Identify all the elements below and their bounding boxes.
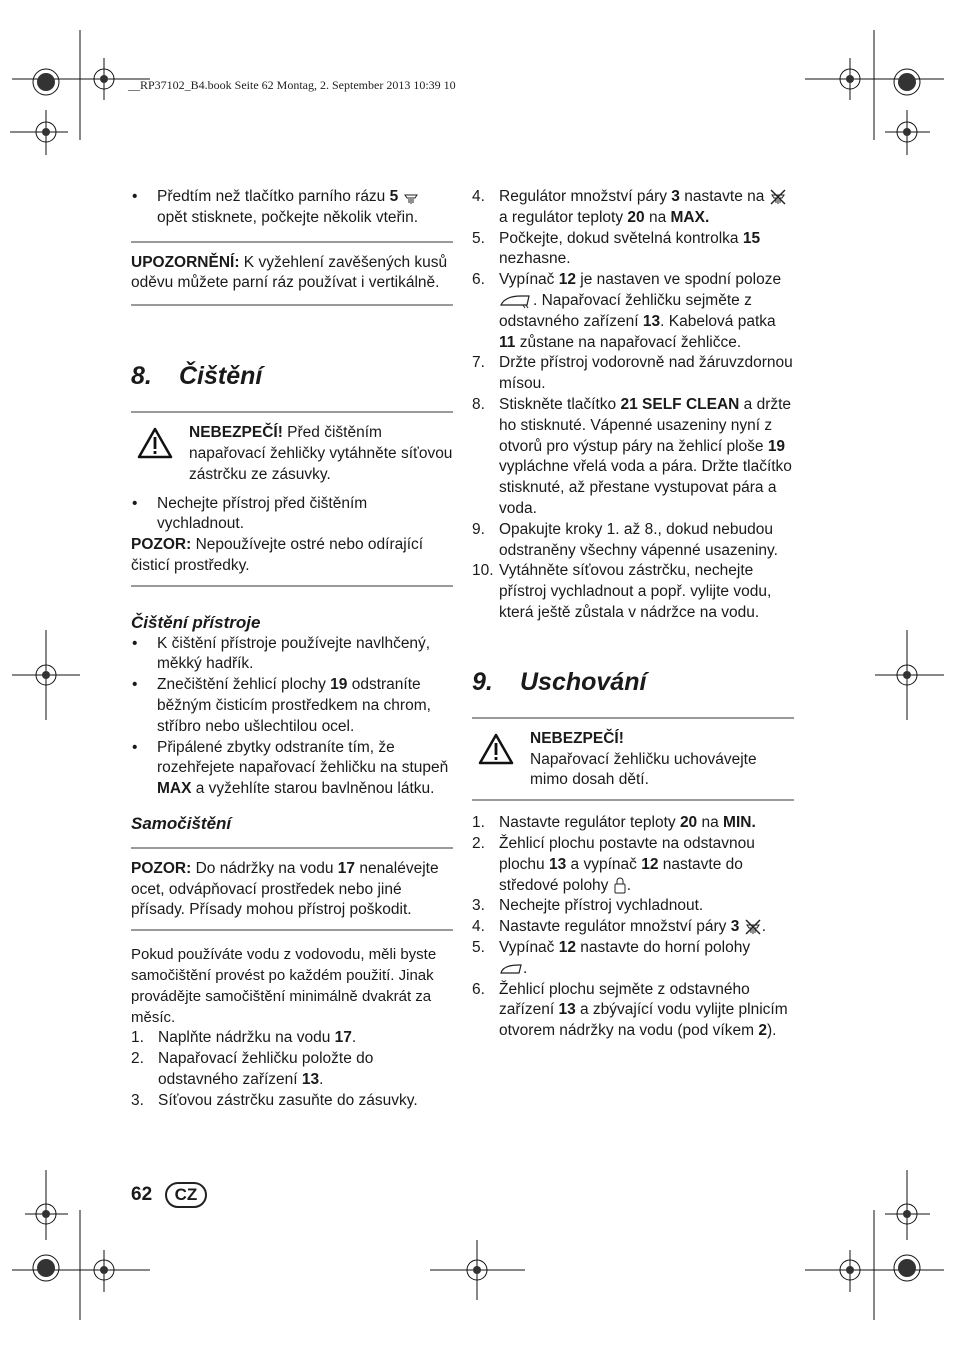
list-item: 1. Nastavte regulátor teploty 20 na MIN. <box>472 814 756 832</box>
list-item: 2. Žehlicí plochu postavte na odstavnou plochu 13 a vypínač 12 nastavte do středové polohy . <box>472 834 755 894</box>
list-item: 8. Stiskněte tlačítko 21 SELF CLEAN a držte ho stisknuté. Vápenné usazeniny nyní z otvorů pro výstup páry na žehlicí ploše 19 vypláchne vřelá voda a pára. Držte tlačítko stisknuté, až přestane vystupovat pára a voda. <box>472 395 792 517</box>
list-item: 9. Opakujte kroky 1. až 8., dokud nebudou odstraněny všechny vápenné usazeniny. <box>472 520 778 559</box>
warning-triangle-icon <box>478 733 514 765</box>
language-badge: CZ <box>165 1182 208 1208</box>
file-header: __RP37102_B4.book Seite 62 Montag, 2. September 2013 10:39 10 <box>128 78 456 92</box>
list-item: 3. Nechejte přístroj vychladnout. <box>472 897 704 915</box>
list-item: 10. Vytáhněte síťovou zástrčku, nechejte přístroj vychladnout a popř. vylijte vodu, která ještě zůstala v nádržce na vodu. <box>472 562 772 621</box>
section-heading-9: 9. Uschování <box>472 667 647 696</box>
danger-box: NEBEZPEČÍ! Před čištěním napařovací žehličky vytáhněte síťovou zástrčku ze zásuvky. <box>131 411 453 493</box>
page-footer <box>131 1182 207 1208</box>
section-heading-8: 8. Čištění <box>131 362 263 391</box>
list-item: • Připálené zbytky odstraníte tím, že rozehřejete napařovací žehličku na stupeň MAX a vyžehlíte starou bavlněnou látku. <box>131 738 453 800</box>
list-item: 6. Žehlicí plochu sejměte z odstavného zařízení 13 a zbývající vodu vylijte plnicím otvorem nádržky na vodu (pod víkem 2). <box>472 980 788 1040</box>
steps-list <box>131 1028 453 1111</box>
no-steam-icon <box>744 918 762 936</box>
caution-text: POZOR: Nepoužívejte ostré nebo odírající čisticí prostředky. <box>131 536 424 574</box>
storage-steps <box>472 813 794 1042</box>
list-item: 1. Naplňte nádržku na vodu 17. <box>131 1029 357 1047</box>
list-item: 6. Vypínač 12 je nastaven ve spodní poloze . Napařovací žehličku sejměte z odstavného zařízení 13. Kabelová patka 11 zůstane na napařovací žehličce. <box>472 271 782 351</box>
subheading-self-clean: Samočištění <box>131 813 232 833</box>
iron-lower-position-icon <box>499 293 533 309</box>
list-item: 2. Napařovací žehličku položte do odstavného zařízení 13. <box>131 1050 374 1088</box>
list-item: • K čištění přístroje používejte navlhčený, měkký hadřík. <box>131 634 453 676</box>
list-item: • Znečištění žehlicí plochy 19 odstraníte běžným čisticím prostředkem na chrom, stříbro nebo ušlechtilou ocel. <box>131 675 453 737</box>
divider <box>131 585 453 587</box>
divider <box>131 929 453 931</box>
warning-triangle-icon <box>137 427 173 459</box>
iron-upper-position-icon <box>499 962 523 976</box>
page-number: 62 <box>131 1184 153 1205</box>
steam-burst-icon <box>403 189 419 205</box>
list-item: • Předtím než tlačítko parního rázu 5 opět stisknete, počkejte několik vteřin. <box>131 187 453 229</box>
caution-box: POZOR: Do nádržky na vodu 17 nenalévejte ocet, odvápňovací prostředek nebo jiné přísady. Přísady mohou přístroj poškodit. <box>131 847 453 929</box>
lock-icon <box>613 876 627 894</box>
right-column <box>472 187 794 1042</box>
paragraph: Pokud používáte vodu z vodovodu, měli byste samočištění provést po každém použití. Jinak provádějte samočištění minimálně dvakrát za měsíc. <box>131 946 437 1026</box>
danger-box: NEBEZPEČÍ! Napařovací žehličku uchovávejte mimo dosah dětí. <box>472 717 794 801</box>
list-item: • Nechejte přístroj před čištěním vychladnout. <box>131 494 453 536</box>
list-item: 5. Vypínač 12 nastavte do horní polohy . <box>472 938 751 977</box>
list-item: 7. Držte přístroj vodorovně nad žáruvzdornou mísou. <box>472 354 793 393</box>
list-item: 4. Nastavte regulátor množství páry 3 . <box>472 918 766 936</box>
left-column <box>131 187 453 1112</box>
list-item: 3. Síťovou zástrčku zasuňte do zásuvky. <box>131 1091 418 1109</box>
no-steam-icon <box>769 188 787 206</box>
list-item: 5. Počkejte, dokud světelná kontrolka 15 nezhasne. <box>472 229 761 268</box>
note-box: UPOZORNĚNÍ: K vyžehlení zavěšených kusů oděvu můžete parní ráz používat i vertikálně. <box>131 241 453 305</box>
list-item: 4. Regulátor množství páry 3 nastavte na a regulátor teploty 20 na MAX. <box>472 187 794 229</box>
subheading-cleaning: Čištění přístroje <box>131 612 261 632</box>
divider <box>131 304 453 306</box>
